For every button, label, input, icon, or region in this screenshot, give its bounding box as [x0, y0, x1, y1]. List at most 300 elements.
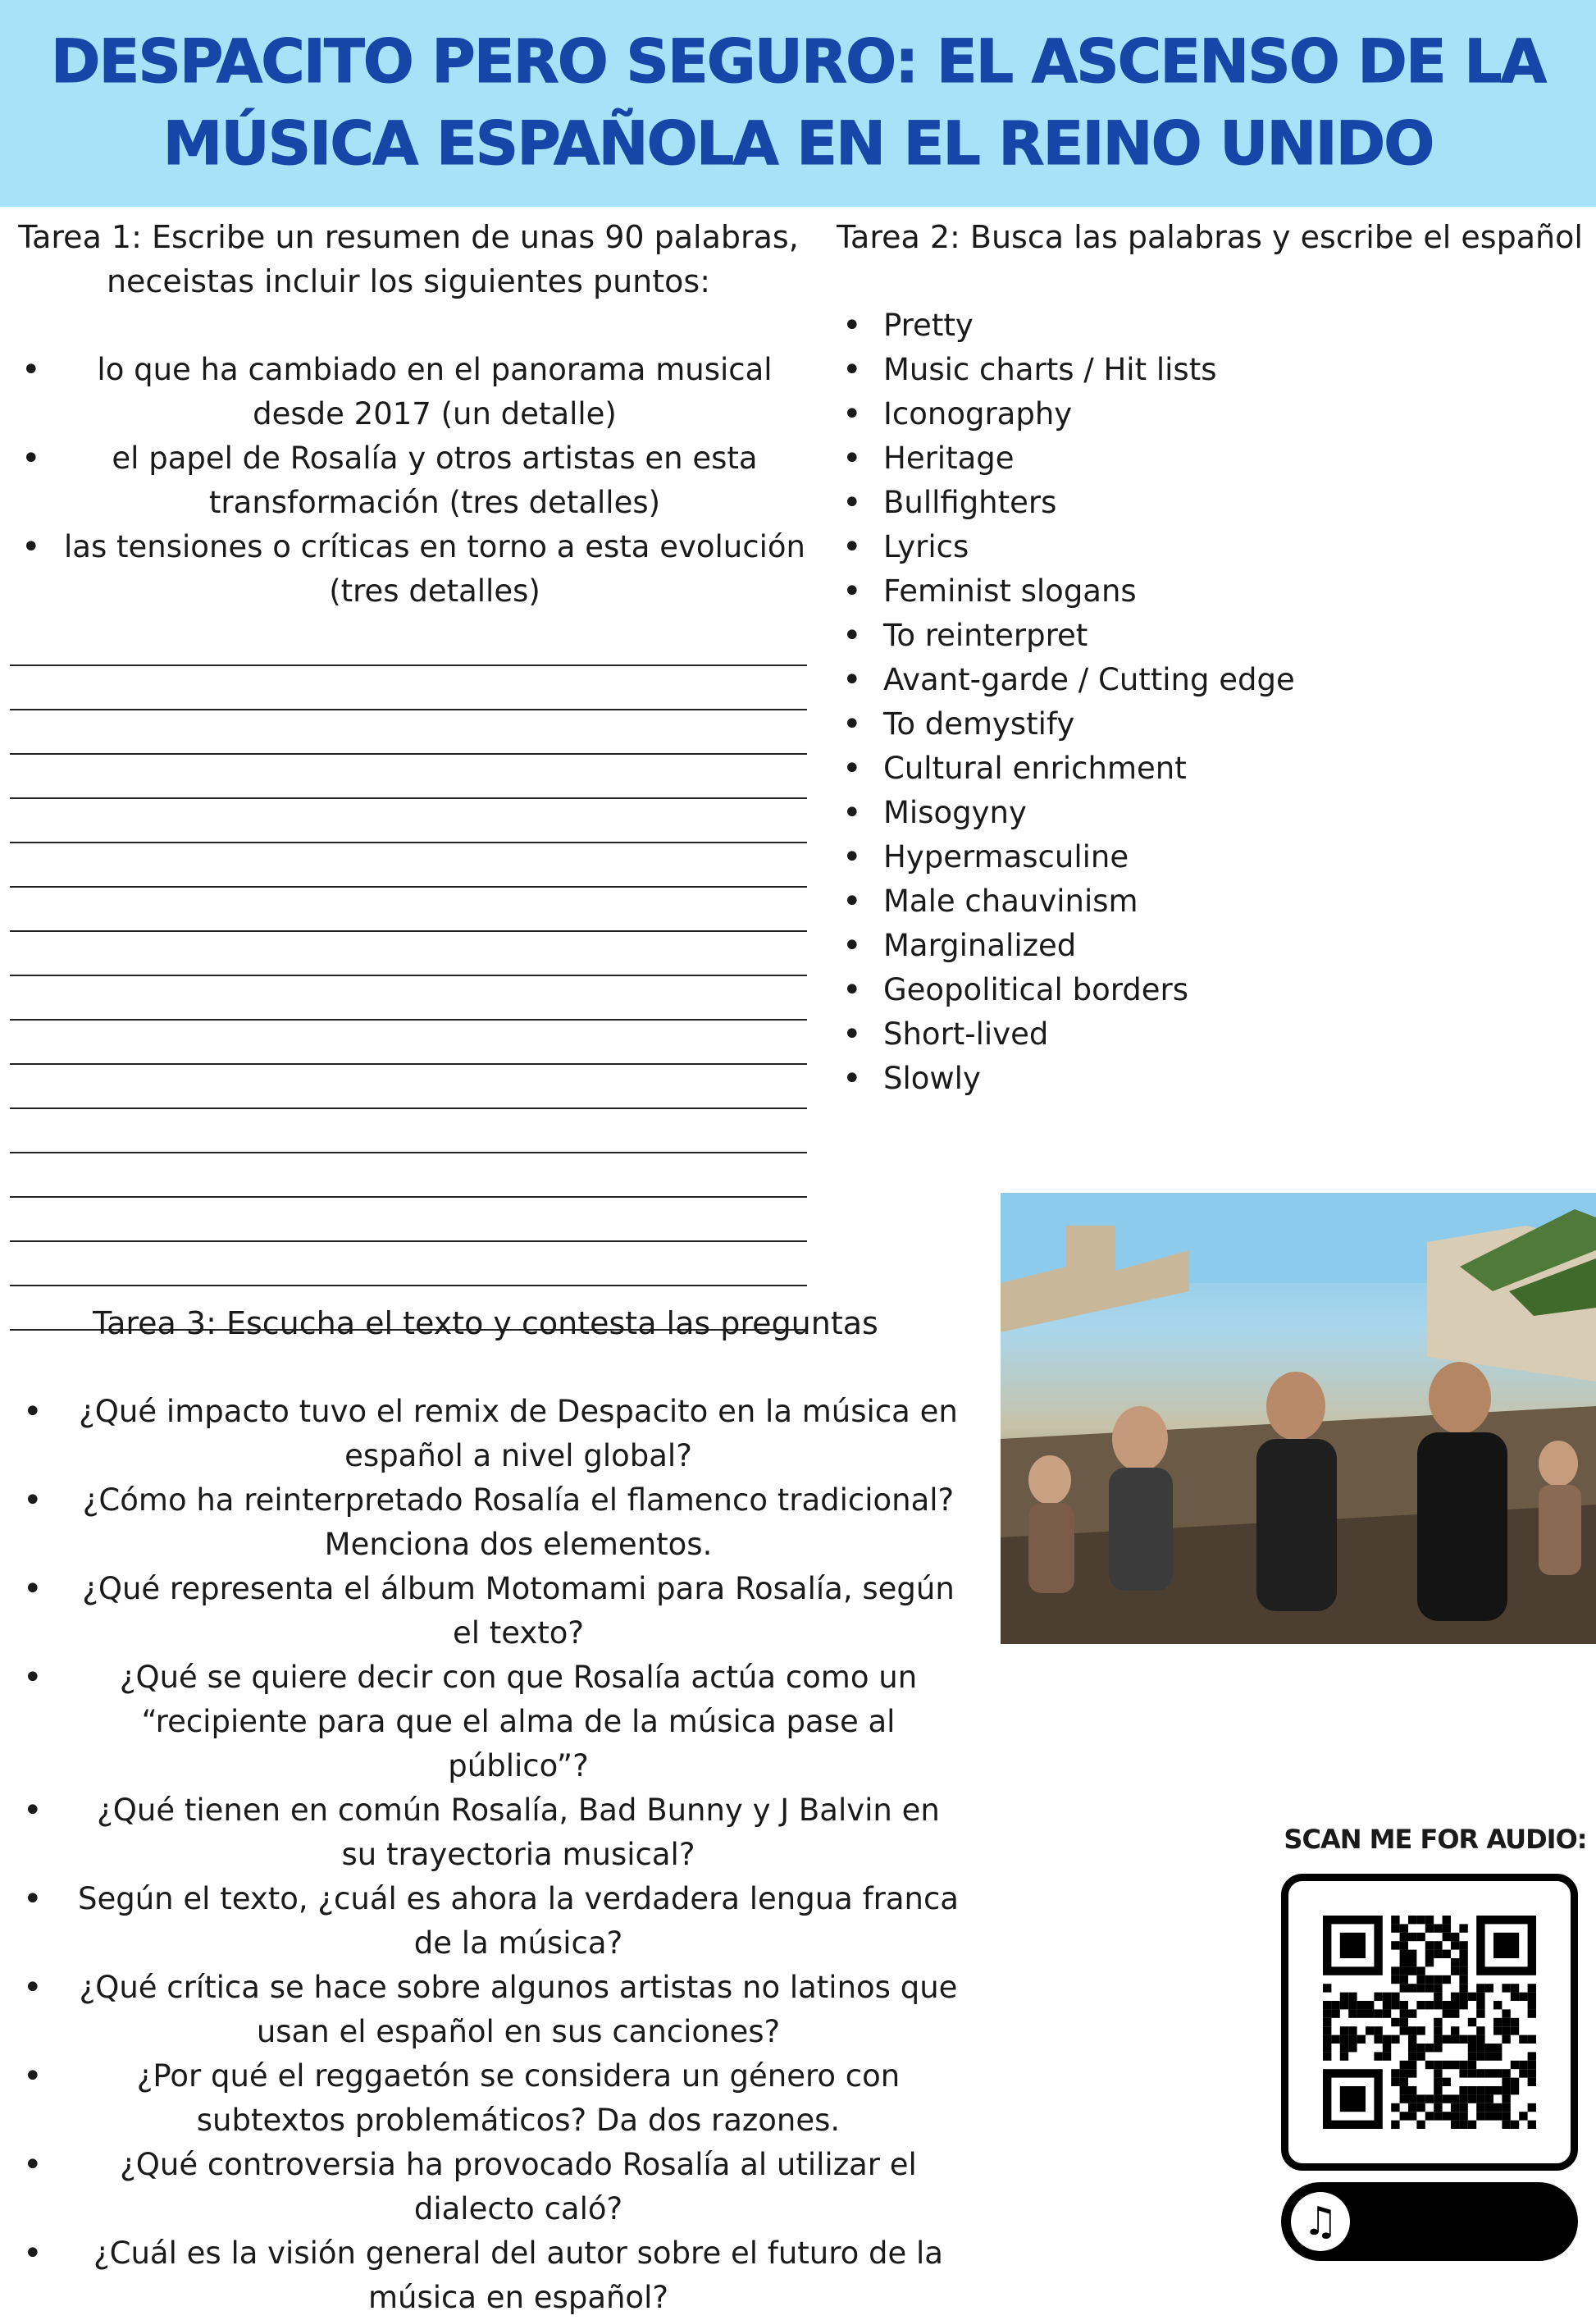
qr-module — [1459, 2103, 1467, 2112]
bullet-icon: • — [23, 1570, 43, 1608]
bullet-icon: • — [842, 838, 862, 876]
qr-module — [1374, 2052, 1382, 2060]
qr-module — [1451, 2026, 1459, 2035]
qr-module — [1476, 1993, 1484, 2001]
bullet-icon: • — [23, 1792, 43, 1829]
title-banner — [0, 0, 1596, 207]
writing-line[interactable] — [10, 622, 807, 666]
qr-module — [1425, 1958, 1434, 1966]
qr-module — [1476, 2035, 1484, 2044]
qr-module — [1468, 2069, 1476, 2077]
qr-module — [1485, 2112, 1493, 2120]
qr-module — [1408, 2112, 1416, 2120]
vocab-item: • Pretty — [832, 304, 1587, 348]
writing-line[interactable] — [10, 1153, 807, 1198]
qr-module — [1366, 2026, 1374, 2035]
qr-module — [1400, 2112, 1408, 2120]
qr-module — [1528, 1993, 1536, 2001]
vocab-item: • Male chauvinism — [832, 879, 1587, 924]
qr-module — [1408, 2094, 1416, 2103]
task1-title: Tarea 1: Escribe un resumen de unas 90 palabras, neceistas incluir los siguientes puntos: — [18, 219, 799, 299]
qr-module — [1443, 1975, 1451, 1984]
qr-module — [1476, 2069, 1484, 2077]
task1-point: • lo que ha cambiado en el panorama musical desde 2017 (un detalle) — [10, 348, 807, 436]
qr-module — [1408, 2061, 1416, 2069]
qr-module — [1519, 2069, 1527, 2077]
vocab-item: • Heritage — [832, 436, 1587, 481]
qr-module — [1357, 2001, 1366, 2009]
qr-module — [1400, 1958, 1408, 1966]
audio-player-bar[interactable] — [1281, 2182, 1578, 2261]
qr-module — [1468, 2094, 1476, 2103]
qr-module — [1511, 2121, 1519, 2129]
task3-question-list — [10, 1390, 961, 2320]
qr-module — [1476, 2009, 1484, 2017]
bullet-icon: • — [23, 1393, 43, 1431]
qr-module — [1443, 2061, 1451, 2069]
qr-module — [1391, 1966, 1399, 1975]
qr-module — [1348, 2035, 1357, 2044]
photo-illustration — [1001, 1193, 1596, 1644]
qr-module — [1425, 2044, 1434, 2052]
bullet-icon: • — [842, 351, 862, 389]
vocab-item: • Geopolitical borders — [832, 968, 1587, 1012]
qr-module — [1485, 2103, 1493, 2112]
qr-module — [1391, 1916, 1399, 1924]
bullet-icon: • — [842, 883, 862, 920]
qr-module — [1485, 2094, 1493, 2103]
qr-module — [1348, 2026, 1357, 2035]
qr-module — [1416, 1933, 1425, 1941]
bullet-icon: • — [23, 2057, 43, 2095]
writing-line[interactable] — [10, 666, 807, 710]
qr-module — [1493, 2052, 1502, 2060]
qr-module — [1511, 2078, 1519, 2086]
qr-module — [1502, 2094, 1510, 2103]
qr-module — [1451, 1993, 1459, 2001]
qr-module — [1408, 2035, 1416, 2044]
qr-module — [1443, 1933, 1451, 1941]
qr-module — [1340, 2026, 1348, 2035]
qr-module — [1434, 2026, 1442, 2035]
qr-module — [1400, 2061, 1408, 2069]
qr-module — [1451, 1958, 1459, 1966]
qr-module — [1443, 2094, 1451, 2103]
qr-module — [1331, 2009, 1339, 2017]
qr-module — [1434, 2069, 1442, 2077]
writing-line[interactable] — [10, 710, 807, 755]
writing-line[interactable] — [10, 1065, 807, 1109]
qr-module — [1408, 1966, 1416, 1975]
qr-module — [1408, 1950, 1416, 1958]
qr-module — [1468, 2061, 1476, 2069]
qr-module — [1528, 2001, 1536, 2009]
writing-line[interactable] — [10, 1109, 807, 1153]
qr-module — [1476, 2044, 1484, 2052]
qr-module — [1434, 2061, 1442, 2069]
qr-module — [1323, 2026, 1331, 2035]
qr-module — [1374, 2035, 1382, 2044]
vocab-item: • Music charts / Hit lists — [832, 348, 1587, 392]
qr-module — [1408, 2052, 1416, 2060]
qr-module — [1425, 2094, 1434, 2103]
bullet-icon: • — [842, 927, 862, 965]
question-item: • Según el texto, ¿cuál es ahora la verdadera lengua franca de la música? — [10, 1877, 961, 1966]
qr-module — [1459, 1958, 1467, 1966]
qr-module — [1502, 2078, 1510, 2086]
qr-module — [1511, 2018, 1519, 2026]
qr-module — [1383, 2052, 1391, 2060]
qr-module — [1451, 1933, 1459, 1941]
qr-module — [1434, 1924, 1442, 1932]
qr-module — [1434, 1993, 1442, 2001]
qr-module — [1416, 2026, 1425, 2035]
qr-module — [1348, 2044, 1357, 2052]
bullet-icon: • — [842, 307, 862, 345]
qr-finder — [1340, 1933, 1366, 1958]
qr-module — [1408, 1984, 1416, 1992]
qr-module — [1451, 2035, 1459, 2044]
qr-module — [1493, 2069, 1502, 2077]
qr-module — [1323, 2018, 1331, 2026]
qr-module — [1383, 1993, 1391, 2001]
vocab-item: • Avant-garde / Cutting edge — [832, 658, 1587, 702]
task1-point: • el papel de Rosalía y otros artistas en esta transformación (tres detalles) — [10, 436, 807, 525]
writing-line[interactable] — [10, 843, 807, 888]
qr-module — [1391, 2069, 1399, 2077]
qr-module — [1528, 2061, 1536, 2069]
question-item: • ¿Por qué el reggaetón se considera un género con subtextos problemáticos? Da dos razones. — [10, 2054, 961, 2143]
qr-module — [1485, 2069, 1493, 2077]
qr-module — [1502, 2026, 1510, 2035]
qr-module — [1383, 2044, 1391, 2052]
qr-module — [1451, 2009, 1459, 2017]
vocab-item: • To demystify — [832, 702, 1587, 747]
vocab-item: • Bullfighters — [832, 481, 1587, 525]
qr-module — [1425, 1916, 1434, 1924]
qr-module — [1391, 2035, 1399, 2044]
qr-module — [1502, 2103, 1510, 2112]
qr-module — [1331, 2035, 1339, 2044]
qr-module — [1459, 2035, 1467, 2044]
bullet-icon: • — [842, 1016, 862, 1053]
page-title: DESPACITO PERO SEGURO: EL ASCENSO DE LA MÚSICA ESPAÑOLA EN EL REINO UNIDO — [50, 27, 1546, 179]
qr-module — [1502, 2009, 1510, 2017]
qr-module — [1408, 2026, 1416, 2035]
qr-module — [1459, 1984, 1467, 1992]
qr-module — [1459, 1993, 1467, 2001]
qr-module — [1408, 1958, 1416, 1966]
bullet-icon: • — [842, 971, 862, 1009]
qr-module — [1434, 2035, 1442, 2044]
qr-module — [1511, 2026, 1519, 2035]
qr-module — [1340, 2035, 1348, 2044]
qr-module — [1408, 1933, 1416, 1941]
qr-module — [1528, 2069, 1536, 2077]
vocab-item: • Hypermasculine — [832, 835, 1587, 879]
qr-module — [1511, 2086, 1519, 2094]
qr-module — [1425, 1924, 1434, 1932]
qr-module — [1468, 2018, 1476, 2026]
vocab-item: • Lyrics — [832, 525, 1587, 569]
qr-module — [1511, 2061, 1519, 2069]
qr-module — [1502, 2035, 1510, 2044]
qr-module — [1511, 1984, 1519, 1992]
question-item: • ¿Qué tienen en común Rosalía, Bad Bunny y J Balvin en su trayectoria musical? — [10, 1788, 961, 1877]
qr-module — [1519, 2061, 1527, 2069]
bullet-icon: • — [23, 1880, 43, 1918]
qr-module — [1502, 2121, 1510, 2129]
qr-module — [1451, 2001, 1459, 2009]
task2-word-list — [832, 304, 1587, 1101]
qr-module — [1391, 2078, 1399, 2086]
qr-module — [1459, 2001, 1467, 2009]
qr-module — [1340, 2044, 1348, 2052]
vocab-item: • Misogyny — [832, 791, 1587, 835]
qr-module — [1434, 2086, 1442, 2094]
bullet-icon: • — [23, 1482, 43, 1519]
qr-module — [1425, 1975, 1434, 1984]
qr-module — [1451, 2112, 1459, 2120]
question-item: • ¿Qué impacto tuvo el remix de Despacito en la música en español a nivel global? — [10, 1390, 961, 1478]
qr-module — [1519, 2112, 1527, 2120]
qr-module — [1391, 1941, 1399, 1949]
qr-module — [1493, 2026, 1502, 2035]
qr-module — [1485, 1984, 1493, 1992]
writing-line[interactable] — [10, 755, 807, 799]
qr-module — [1425, 2112, 1434, 2120]
qr-finder — [1340, 2086, 1366, 2112]
qr-module — [1443, 1924, 1451, 1932]
qr-module — [1400, 1975, 1408, 1984]
qr-module — [1468, 2044, 1476, 2052]
qr-module — [1451, 1966, 1459, 1975]
qr-module — [1468, 2052, 1476, 2060]
qr-module — [1416, 1966, 1425, 1975]
qr-module — [1468, 2035, 1476, 2044]
bullet-icon: • — [21, 528, 41, 566]
qr-module — [1476, 2026, 1484, 2035]
qr-module — [1434, 2018, 1442, 2026]
qr-module — [1323, 2044, 1331, 2052]
qr-module — [1519, 1993, 1527, 2001]
qr-module — [1408, 2009, 1416, 2017]
bullet-icon: • — [842, 617, 862, 655]
qr-module — [1476, 2001, 1484, 2009]
vocab-item: • Marginalized — [832, 924, 1587, 968]
qr-module — [1425, 1984, 1434, 1992]
qr-module — [1400, 2009, 1408, 2017]
bullet-icon: • — [842, 573, 862, 610]
bullet-icon: • — [23, 1659, 43, 1697]
bullet-icon: • — [842, 395, 862, 433]
qr-module — [1416, 1984, 1425, 1992]
qr-module — [1400, 2086, 1408, 2094]
writing-line[interactable] — [10, 1198, 807, 1242]
qr-code[interactable] — [1281, 1874, 1578, 2171]
qr-module — [1400, 1941, 1408, 1949]
qr-module — [1459, 1966, 1467, 1975]
qr-module — [1476, 2103, 1484, 2112]
qr-module — [1374, 1993, 1382, 2001]
music-video-photo — [1001, 1193, 1596, 1644]
qr-module — [1366, 2009, 1374, 2017]
question-item: • ¿Qué controversia ha provocado Rosalía al utilizar el dialecto caló? — [10, 2143, 961, 2231]
qr-module — [1459, 2121, 1467, 2129]
task1-points — [10, 348, 807, 614]
qr-module — [1323, 1984, 1331, 1992]
qr-module — [1485, 2052, 1493, 2060]
question-item: • ¿Qué representa el álbum Motomami para Rosalía, según el texto? — [10, 1567, 961, 1656]
qr-module — [1443, 1950, 1451, 1958]
qr-module — [1485, 2086, 1493, 2094]
qr-module — [1468, 2086, 1476, 2094]
qr-module — [1502, 2018, 1510, 2026]
qr-module — [1459, 2086, 1467, 2094]
task3-section — [10, 1301, 961, 2320]
qr-module — [1451, 2061, 1459, 2069]
bullet-icon: • — [21, 440, 41, 477]
qr-module — [1502, 2112, 1510, 2120]
qr-module — [1528, 2052, 1536, 2060]
qr-module — [1416, 2044, 1425, 2052]
qr-module — [1434, 2094, 1442, 2103]
qr-module — [1357, 2035, 1366, 2044]
qr-module — [1493, 2112, 1502, 2120]
writing-line[interactable] — [10, 976, 807, 1021]
writing-line[interactable] — [10, 1021, 807, 1065]
qr-module — [1528, 2009, 1536, 2017]
qr-module — [1416, 2103, 1425, 2112]
qr-module — [1391, 1924, 1399, 1932]
qr-module — [1528, 2035, 1536, 2044]
bullet-icon: • — [23, 2235, 43, 2272]
qr-module — [1476, 2112, 1484, 2120]
bullet-icon: • — [842, 440, 862, 477]
qr-module — [1434, 2103, 1442, 2112]
vocab-item: • Feminist slogans — [832, 569, 1587, 614]
qr-module — [1391, 2121, 1399, 2129]
qr-module — [1331, 2001, 1339, 2009]
question-item: • ¿Qué crítica se hace sobre algunos artistas no latinos que usan el español en sus canciones? — [10, 1966, 961, 2054]
qr-module — [1468, 2121, 1476, 2129]
qr-module — [1459, 1924, 1467, 1932]
qr-module — [1459, 2094, 1467, 2103]
qr-module — [1374, 2026, 1382, 2035]
bullet-icon: • — [842, 528, 862, 566]
qr-module — [1383, 2001, 1391, 2009]
qr-module — [1400, 1966, 1408, 1975]
qr-module — [1443, 2078, 1451, 2086]
question-item: • ¿Cómo ha reinterpretado Rosalía el flamenco tradicional? Menciona dos elementos. — [10, 1478, 961, 1567]
writing-line[interactable] — [10, 932, 807, 976]
qr-module — [1511, 1993, 1519, 2001]
qr-module — [1459, 1975, 1467, 1984]
task3-title: Tarea 3: Escucha el texto y contesta las preguntas — [93, 1305, 878, 1341]
qr-module — [1383, 2035, 1391, 2044]
qr-module — [1443, 2001, 1451, 2009]
qr-module — [1493, 2018, 1502, 2026]
qr-module — [1502, 2069, 1510, 2077]
writing-line[interactable] — [10, 888, 807, 932]
qr-module — [1408, 2086, 1416, 2094]
qr-module — [1374, 2009, 1382, 2017]
qr-module — [1459, 1941, 1467, 1949]
qr-module — [1476, 1984, 1484, 1992]
writing-line[interactable] — [10, 1242, 807, 1286]
qr-module — [1323, 2001, 1331, 2009]
qr-module — [1416, 2094, 1425, 2103]
vocab-item: • Iconography — [832, 392, 1587, 436]
bullet-icon: • — [21, 351, 41, 389]
qr-module — [1400, 1950, 1408, 1958]
qr-module — [1416, 2001, 1425, 2009]
qr-module — [1434, 1975, 1442, 1984]
qr-module — [1443, 2035, 1451, 2044]
qr-module — [1459, 2112, 1467, 2120]
qr-module — [1443, 1916, 1451, 1924]
qr-module — [1391, 2018, 1399, 2026]
qr-module — [1493, 2103, 1502, 2112]
qr-module — [1425, 1941, 1434, 1949]
qr-module — [1451, 2121, 1459, 2129]
question-item: • ¿Cuál es la visión general del autor sobre el futuro de la música en español? — [10, 2231, 961, 2320]
qr-module — [1416, 2121, 1425, 2129]
task1-section — [10, 215, 807, 1331]
qr-module — [1476, 2094, 1484, 2103]
bullet-icon: • — [23, 1969, 43, 2007]
qr-module — [1340, 2001, 1348, 2009]
qr-module — [1383, 2009, 1391, 2017]
qr-module — [1451, 1941, 1459, 1949]
qr-module — [1400, 2026, 1408, 2035]
qr-module — [1434, 2001, 1442, 2009]
qr-module — [1416, 1916, 1425, 1924]
qr-module — [1425, 2061, 1434, 2069]
qr-module — [1425, 1950, 1434, 1958]
qr-module — [1400, 1933, 1408, 1941]
qr-code-icon — [1288, 1881, 1571, 2163]
qr-module — [1528, 2103, 1536, 2112]
qr-module — [1434, 1941, 1442, 1949]
bullet-icon: • — [23, 2146, 43, 2184]
qr-module — [1400, 1924, 1408, 1932]
qr-module — [1348, 1993, 1357, 2001]
scan-label: SCAN ME FOR AUDIO: — [1284, 1824, 1587, 1855]
qr-module — [1391, 1993, 1399, 2001]
qr-module — [1400, 2018, 1408, 2026]
qr-module — [1400, 2069, 1408, 2077]
qr-module — [1340, 1993, 1348, 2001]
qr-module — [1425, 2001, 1434, 2009]
qr-module — [1434, 1984, 1442, 1992]
qr-module — [1485, 2044, 1493, 2052]
qr-module — [1416, 2052, 1425, 2060]
qr-module — [1434, 2044, 1442, 2052]
writing-line[interactable] — [10, 799, 807, 843]
writing-lines[interactable] — [10, 622, 807, 1331]
bullet-icon: • — [842, 661, 862, 699]
qr-finder — [1493, 1933, 1519, 1958]
qr-module — [1391, 2001, 1399, 2009]
qr-module — [1451, 2094, 1459, 2103]
qr-module — [1340, 2052, 1348, 2060]
qr-module — [1408, 2044, 1416, 2052]
vocab-item: • To reinterpret — [832, 614, 1587, 658]
qr-module — [1434, 1950, 1442, 1958]
qr-module — [1451, 2103, 1459, 2112]
music-note-icon[interactable]: ♫ — [1291, 2192, 1350, 2251]
